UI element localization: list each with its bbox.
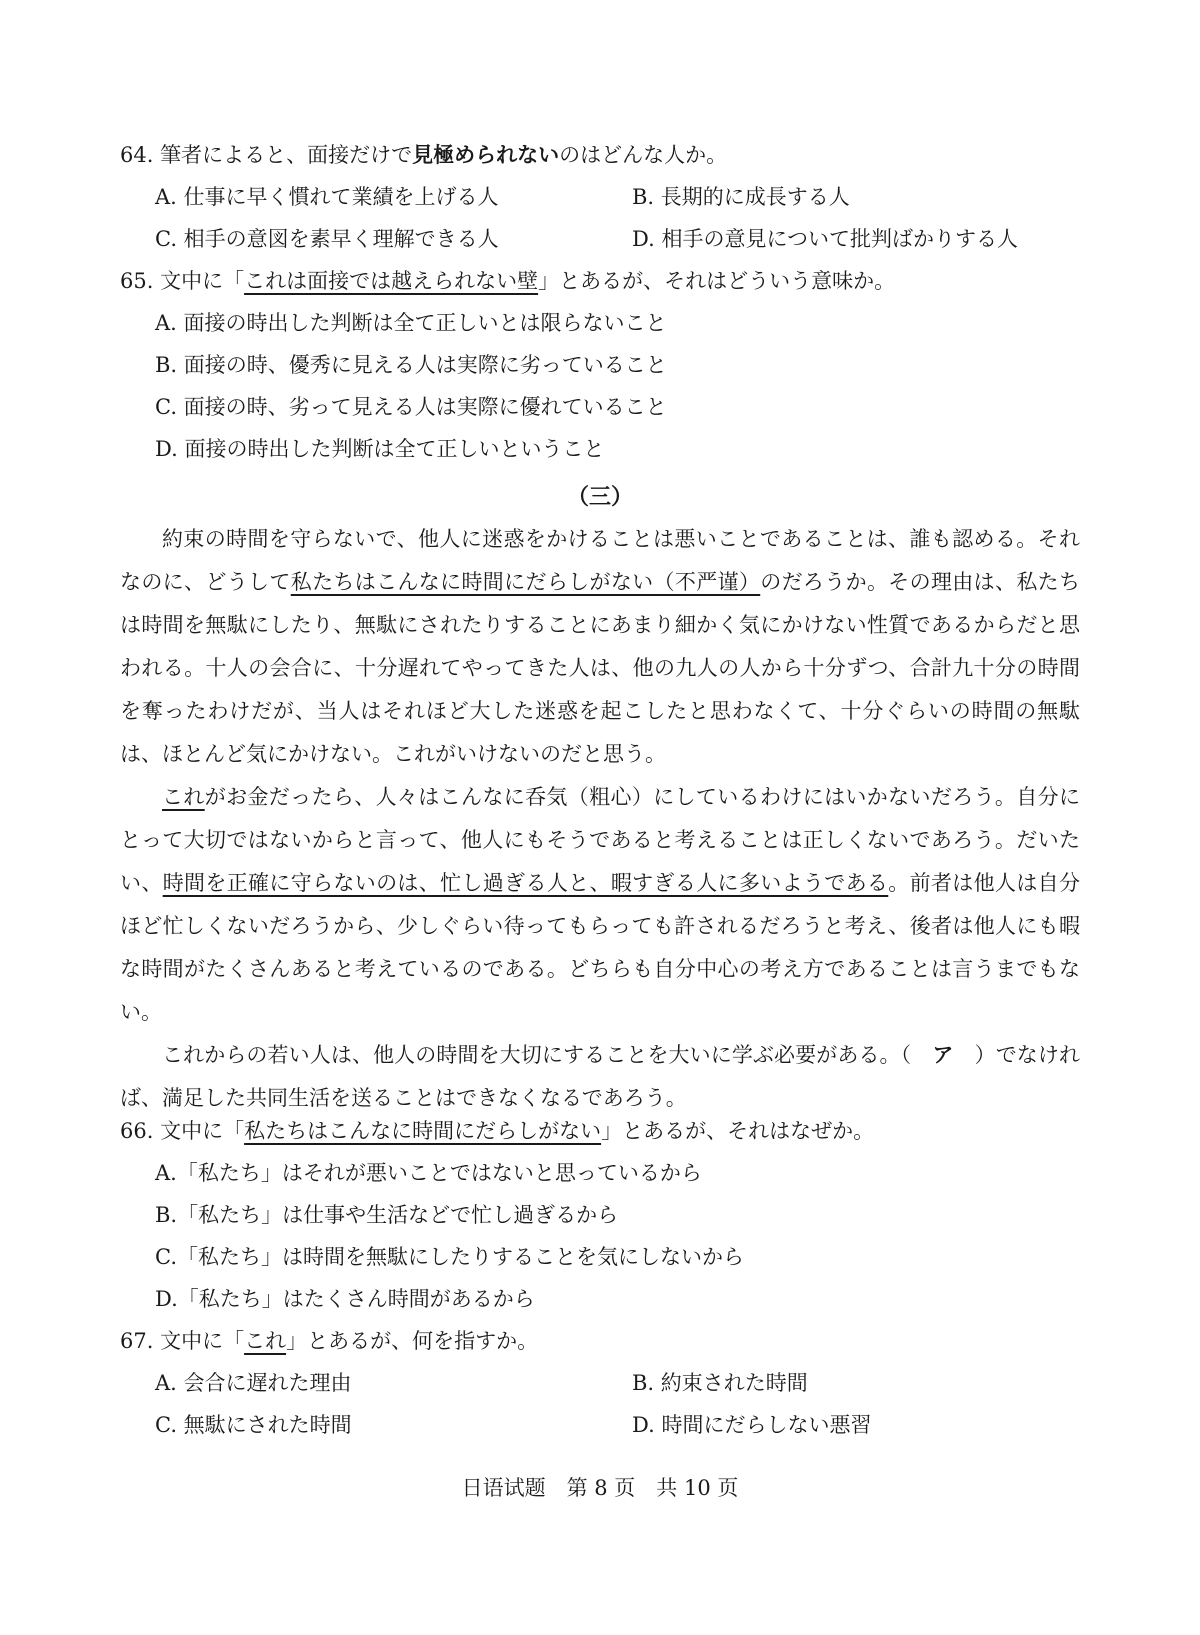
p3-text-start: これからの若い人は、他人の時間を大切にすることを大いに学ぶ必要がある。（ [162,1043,933,1067]
q64-stem-start: 64. 筆者によると、面接だけで [120,143,413,167]
p2-underlined-kore: これ [162,785,205,809]
passage-paragraph-1 [120,518,1080,776]
q65-option-d: D. 面接の時出した判断は全て正しいということ [155,437,605,461]
q64-stem-end: のはどんな人か。 [559,143,728,167]
p1-underlined: 私たちはこんなに時間にだらしがない（不严谨） [290,570,761,594]
q66-stem-underlined: 私たちはこんなに時間にだらしがない [244,1119,602,1143]
page-footer: 日语试题 第 8 页 共 10 页 [461,1476,739,1500]
p1-text-end: のだろうか。その理由は、私たちは時間を無駄にしたり、無駄にされたりすることにあまり細かく気にかけない性質であるからだと思われる。十人の会合に、十分遅れてやってきた人は、他の九人の人から十分ずつ、合計九十分の時間を奪ったわけだが、当人はそれほど大した迷惑を起こしたと思わなくて、十分ぐらいの時間の無駄は、ほとんど気にかけない。これがいけないのだと思う。 [120,570,1081,766]
q64-option-d: D. 相手の意見について批判ばかりする人 [632,227,1019,251]
q64-stem-bold: 見極められない [412,143,560,167]
question-66-stem [120,1116,1080,1146]
q65-stem-start: 65. 文中に「 [120,269,245,293]
q65-stem-end: 」とあるが、それはどういう意味か。 [538,269,896,293]
q67-option-b: B. 約束された時間 [632,1371,808,1395]
q64-option-b: B. 長期的に成長する人 [632,185,850,209]
p2-underlined: 時間を正確に守らないのは、忙し過ぎる人と、暇すぎる人に多いようである [162,871,889,895]
question-67-stem [120,1326,1080,1356]
p3-text-end: ）でなければ、満足した共同生活を送ることはできなくなるであろう。 [120,1043,1081,1110]
q67-option-d: D. 時間にだらしない悪習 [632,1413,872,1437]
blank-a: ア [932,1043,954,1067]
passage-paragraph-3 [120,1034,1080,1120]
q67-option-c: C. 無駄にされた時間 [155,1413,352,1437]
q64-option-a: A. 仕事に早く慣れて業績を上げる人 [155,185,499,209]
q66-option-c: C.「私たち」は時間を無駄にしたりすることを気にしないから [155,1245,744,1269]
q67-option-a: A. 会合に遅れた理由 [155,1371,352,1395]
q67-stem-end: 」とあるが、何を指すか。 [286,1329,539,1353]
question-64-stem [120,140,1080,170]
q66-option-b: B.「私たち」は仕事や生活などで忙し過ぎるから [155,1203,619,1227]
q67-stem-start: 67. 文中に「 [120,1329,245,1353]
q65-option-a: A. 面接の時出した判断は全て正しいとは限らないこと [155,311,667,335]
q65-option-b: B. 面接の時、優秀に見える人は実際に劣っていること [155,353,667,377]
q67-stem-underlined: これ [244,1329,287,1353]
q66-option-a: A.「私たち」はそれが悪いことではないと思っているから [155,1161,702,1185]
q66-option-d: D.「私たち」はたくさん時間があるから [155,1287,535,1311]
reading-passage [120,518,1080,1120]
q65-option-c: C. 面接の時、劣って見える人は実際に優れていること [155,395,667,419]
q66-stem-end: 」とあるが、それはなぜか。 [601,1119,875,1143]
q64-option-c: C. 相手の意図を素早く理解できる人 [155,227,499,251]
question-65-stem [120,266,1080,296]
passage-paragraph-2 [120,776,1080,1034]
section-title: （三） [566,485,633,510]
q66-stem-start: 66. 文中に「 [120,1119,245,1143]
p2-text-end: 。前者は他人は自分ほど忙しくないだろうから、少しぐらい待ってもらっても許されるだろうと考え、後者は他人にも暇な時間がたくさんあると考えているのである。どちらも自分中心の考え方であることは言うまでもない。 [120,871,1081,1024]
p2-text-start: がお金だったら、人々はこんなに呑気（粗心）にしているわけにはいかないだろう。自分にとって大切ではないからと言って、他人にもそうであると考えることは正しくないであろう。だいたい、 [120,785,1081,895]
p1-text-start: 約束の時間を守らないで、他人に迷惑をかけることは悪いことであることは、誰も認める。それなのに、どうして [120,527,1080,594]
q65-stem-underlined: これは面接では越えられない壁 [244,269,539,293]
